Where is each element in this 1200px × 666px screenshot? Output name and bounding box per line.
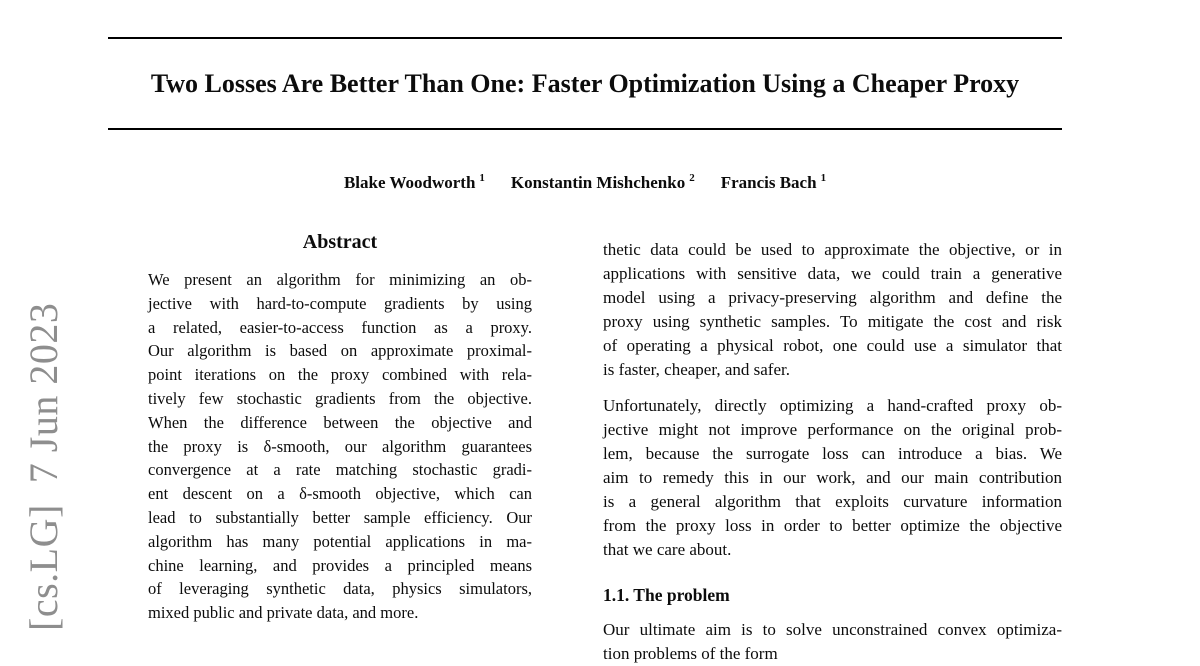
abstract-heading: Abstract	[302, 231, 378, 253]
text-line: model using a privacy-preserving algorithm and define the	[603, 288, 1062, 307]
abstract-text	[148, 268, 532, 625]
arxiv-watermark: [cs.LG] 7 Jun 2023	[21, 302, 66, 631]
text-line: the proxy is δ-smooth, our algorithm guarantees	[148, 436, 532, 456]
text-line: is a general algorithm that exploits curvature information	[603, 492, 1062, 511]
text-line: mixed public and private data, and more.	[148, 603, 419, 623]
text-line: lead to substantially better sample efficiency. Our	[148, 507, 532, 527]
section-heading-1-1: 1.1. The problem	[603, 585, 730, 605]
text-line: tively few stochastic gradients from the objective.	[148, 388, 532, 408]
text-line: from the proxy loss in order to better optimize the objective	[603, 516, 1062, 535]
text-line: We present an algorithm for minimizing an ob-	[148, 270, 532, 289]
body-paragraph-3	[603, 618, 1062, 666]
text-line: that we care about.	[603, 540, 732, 559]
body-paragraph-2	[603, 394, 1062, 562]
text-line: applications with sensitive data, we could train a generative	[603, 264, 1062, 283]
author-affiliation-mark: 1	[479, 172, 485, 184]
text-line: aim to remedy this in our work, and our main contribution	[603, 468, 1062, 487]
right-column	[603, 238, 1062, 666]
text-line: ent descent on a δ-smooth objective, which can	[148, 484, 532, 504]
text-line: chine learning, and provides a principled means	[148, 555, 532, 575]
author: Francis Bach $^1$	[720, 172, 827, 192]
text-line: proxy using synthetic samples. To mitigate the cost and risk	[603, 312, 1062, 331]
author: Konstantin Mishchenko $^2$	[510, 172, 695, 192]
text-line: thetic data could be used to approximate the objective, or in	[603, 240, 1062, 259]
text-line: of operating a physical robot, one could use a simulator that	[603, 336, 1062, 355]
text-line: Unfortunately, directly optimizing a hand-crafted proxy ob-	[603, 396, 1062, 415]
text-line: jective with hard-to-compute gradients by using	[148, 293, 532, 313]
text-line: algorithm has many potential applications in ma-	[148, 531, 532, 551]
title-rule-bottom	[108, 128, 1062, 130]
body-paragraph-1	[603, 238, 1062, 382]
text-line: a related, easier-to-access function as a proxy.	[148, 317, 532, 337]
text-line: Our algorithm is based on approximate proximal-	[148, 341, 532, 361]
left-column	[148, 230, 532, 625]
paper-title: Two Losses Are Better Than One: Faster Optimization Using a Cheaper Proxy	[150, 69, 1020, 98]
text-line: convergence at a rate matching stochastic gradi-	[148, 460, 532, 480]
text-line: point iterations on the proxy combined with rela-	[148, 365, 532, 385]
text-line: jective might not improve performance on the original prob-	[603, 420, 1062, 439]
text-line: tion problems of the form	[603, 644, 778, 663]
text-line: When the difference between the objective and	[148, 412, 532, 432]
author-affiliation-mark: 1	[820, 172, 827, 184]
text-line: is faster, cheaper, and safer.	[603, 360, 790, 379]
author-affiliation-mark: 2	[689, 172, 695, 184]
text-line: of leveraging synthetic data, physics simulators,	[148, 579, 532, 599]
text-line: lem, because the surrogate loss can introduce a bias. We	[603, 444, 1062, 463]
title-rule-top	[108, 37, 1062, 39]
text-line: Our ultimate aim is to solve unconstrained convex optimiza-	[603, 620, 1062, 639]
author: Blake Woodworth $^1$	[343, 172, 485, 192]
author-list	[108, 166, 1062, 195]
